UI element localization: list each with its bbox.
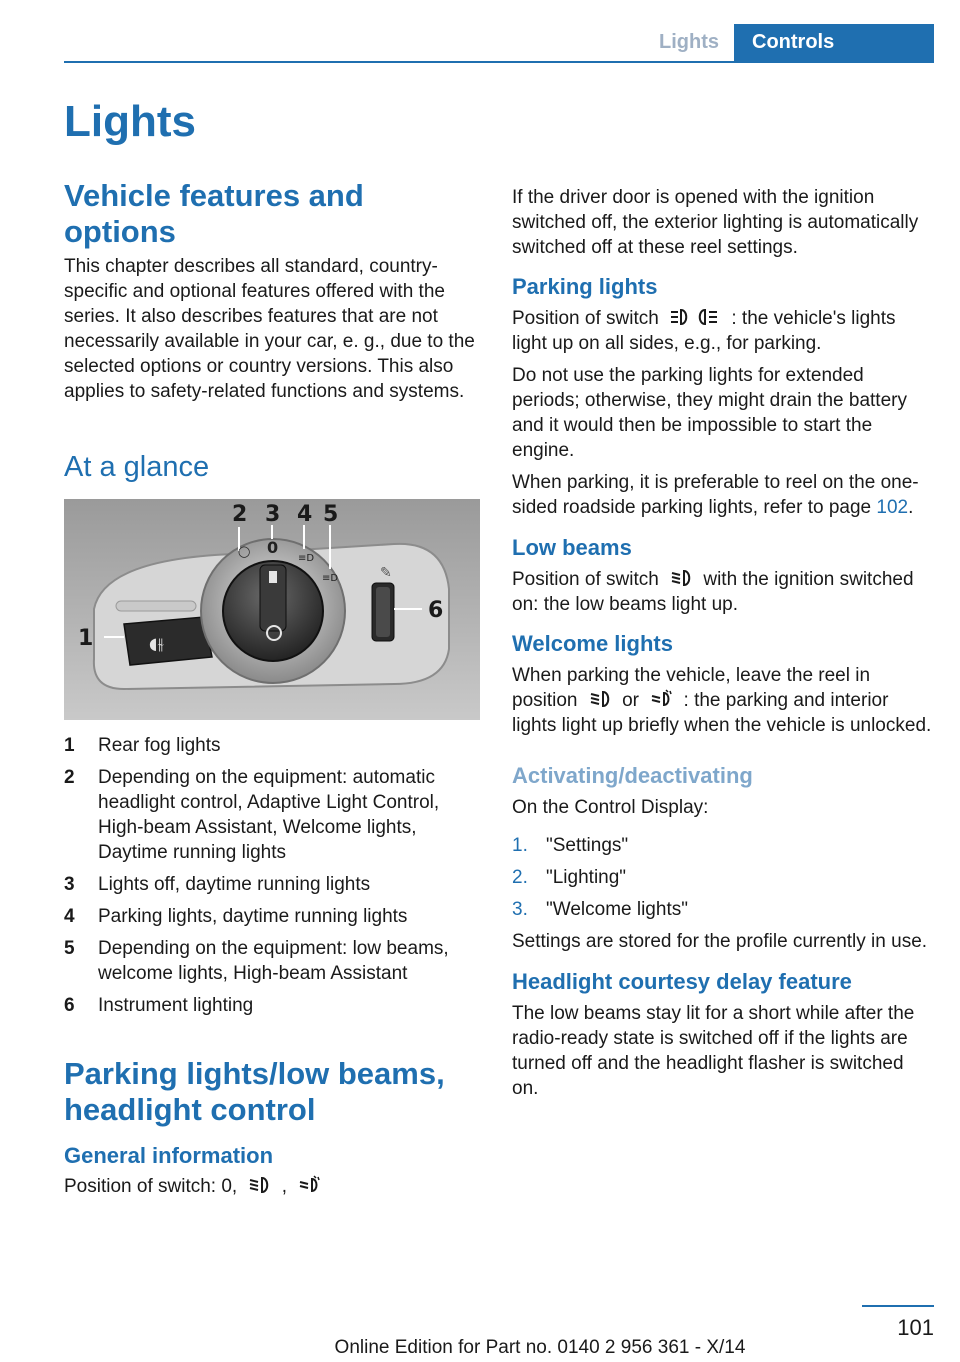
legend-item [64, 733, 480, 758]
header-tabs [623, 24, 934, 61]
vehicle-features-heading: Vehicle features and options [64, 178, 364, 249]
low-beam-icon [669, 568, 693, 588]
list-item [512, 897, 932, 922]
activating-heading: Activating/deactivating [512, 763, 753, 788]
legend-number: 5 [64, 938, 75, 959]
list-item [512, 865, 932, 890]
general-text-part: Position of switch: 0, [64, 1176, 238, 1197]
courtesy-delay-text: The low beams stay lit for a short while after the radio-ready state is switched off if the lights are turned off and the headlight flasher is switched on. [512, 1003, 915, 1099]
vehicle-features-text: This chapter describes all standard, country-specific and optional features offered with the series. It also describes features that are not necessarily available in your car, e. g., due to the selected options or country versions. This also applies to safety-related functions and systems. [64, 256, 475, 402]
step-number: 1. [512, 835, 528, 856]
low-beams-text [512, 567, 932, 617]
callout-1: 1 [78, 626, 94, 651]
header-rule [64, 61, 934, 63]
parking-low-beams-heading: Parking lights/low beams, headlight control [64, 1056, 445, 1127]
settings-steps [512, 833, 932, 922]
legend-number: 4 [64, 906, 75, 927]
svg-text:◯: ◯ [238, 545, 251, 558]
legend-item [64, 872, 480, 897]
welcome-light-icon [297, 1175, 321, 1195]
welcome-lights-text [512, 663, 932, 738]
legend-text: Lights off, daytime running lights [98, 874, 371, 895]
parking-lights-heading: Parking lights [512, 274, 658, 299]
parking-text-rest: : the vehicle's lights light up on all sides, e.g., for parking. [512, 308, 896, 354]
parking-lights-text [512, 306, 932, 356]
roadside-period: . [908, 497, 914, 518]
settings-stored-text: Settings are stored for the profile currently in use. [512, 931, 928, 952]
svg-text:≡D: ≡D [322, 573, 339, 584]
figure-legend [64, 733, 480, 1018]
general-information-text [64, 1174, 480, 1199]
welcome-light-icon [649, 689, 673, 709]
legend-number: 3 [64, 874, 75, 895]
welcome-text-rest: : the parking and interior lights light up briefly when the vehicle is unlocked. [512, 690, 932, 736]
list-item [512, 833, 932, 858]
svg-text:✎: ✎ [380, 565, 392, 581]
tab-controls[interactable]: Controls [734, 24, 934, 61]
courtesy-delay-heading: Headlight courtesy delay feature [512, 969, 852, 994]
welcome-text-or: or [622, 690, 639, 711]
legend-text: Parking lights, daytime running lights [98, 906, 408, 927]
light-switch-figure [64, 499, 480, 720]
callout-5: 5 [323, 502, 339, 527]
intro-text: If the driver door is opened with the ignition switched off, the exterior lighting is automatically switched off at these reel settings. [512, 187, 919, 258]
activating-text: On the Control Display: [512, 797, 709, 818]
footer-rule [862, 1305, 934, 1307]
parking-text-part: Position of switch [512, 308, 659, 329]
legend-item [64, 904, 480, 929]
legend-text: Instrument lighting [98, 995, 254, 1016]
legend-number: 6 [64, 995, 75, 1016]
step-text: "Settings" [546, 835, 629, 856]
parking-lights-roadside [512, 470, 932, 520]
low-text-rest: with the ignition switched on: the low beams light up. [512, 569, 914, 615]
legend-item [64, 765, 480, 865]
legend-item [64, 936, 480, 986]
roadside-text: When parking, it is preferable to reel on the one-sided roadside parking lights, refer to page [512, 472, 919, 518]
parking-light-icon [669, 307, 721, 327]
welcome-text-part: When parking the vehicle, leave the reel in position [512, 665, 871, 711]
edition-footer: Online Edition for Part no. 0140 2 956 361 - X/14 [334, 1337, 746, 1358]
step-number: 3. [512, 899, 528, 920]
step-number: 2. [512, 867, 528, 888]
right-column [512, 185, 932, 1101]
left-column [64, 178, 480, 1199]
step-text: "Welcome lights" [546, 899, 688, 920]
page-number: 101 [897, 1315, 934, 1340]
general-text-comma: , [281, 1176, 288, 1197]
step-text: "Lighting" [546, 867, 627, 888]
low-beams-heading: Low beams [512, 535, 632, 560]
legend-text: Depending on the equipment: low beams, welcome lights, High-beam Assistant [98, 938, 449, 984]
dial-zero-label: 0 [267, 538, 279, 557]
general-information-heading: General information [64, 1143, 274, 1168]
tab-lights[interactable]: Lights [659, 31, 719, 53]
low-text-part: Position of switch [512, 569, 659, 590]
callout-2: 2 [232, 502, 248, 527]
legend-item [64, 993, 480, 1018]
low-beam-icon [588, 689, 612, 709]
callout-3: 3 [265, 502, 281, 527]
page-link[interactable]: 102 [876, 497, 909, 518]
legend-text: Depending on the equipment: automatic headlight control, Adaptive Light Control, High-beam Assistant, Welcome lights, Daytime running lights [98, 767, 440, 863]
welcome-lights-heading: Welcome lights [512, 631, 673, 656]
parking-lights-warning: Do not use the parking lights for extended periods; otherwise, they might drain the battery and it would then be impossible to start the engine. [512, 365, 907, 461]
page-title: Lights [64, 97, 196, 146]
legend-number: 1 [64, 735, 75, 756]
light-switch-illustration [64, 499, 480, 720]
callout-4: 4 [297, 502, 313, 527]
svg-text:◖⫳: ◖⫳ [149, 634, 164, 653]
callout-6: 6 [428, 598, 444, 623]
legend-text: Rear fog lights [98, 735, 221, 756]
svg-text:≡D: ≡D [298, 553, 315, 564]
legend-number: 2 [64, 767, 75, 788]
at-a-glance-heading: At a glance [64, 451, 210, 483]
low-beam-icon [247, 1175, 271, 1195]
